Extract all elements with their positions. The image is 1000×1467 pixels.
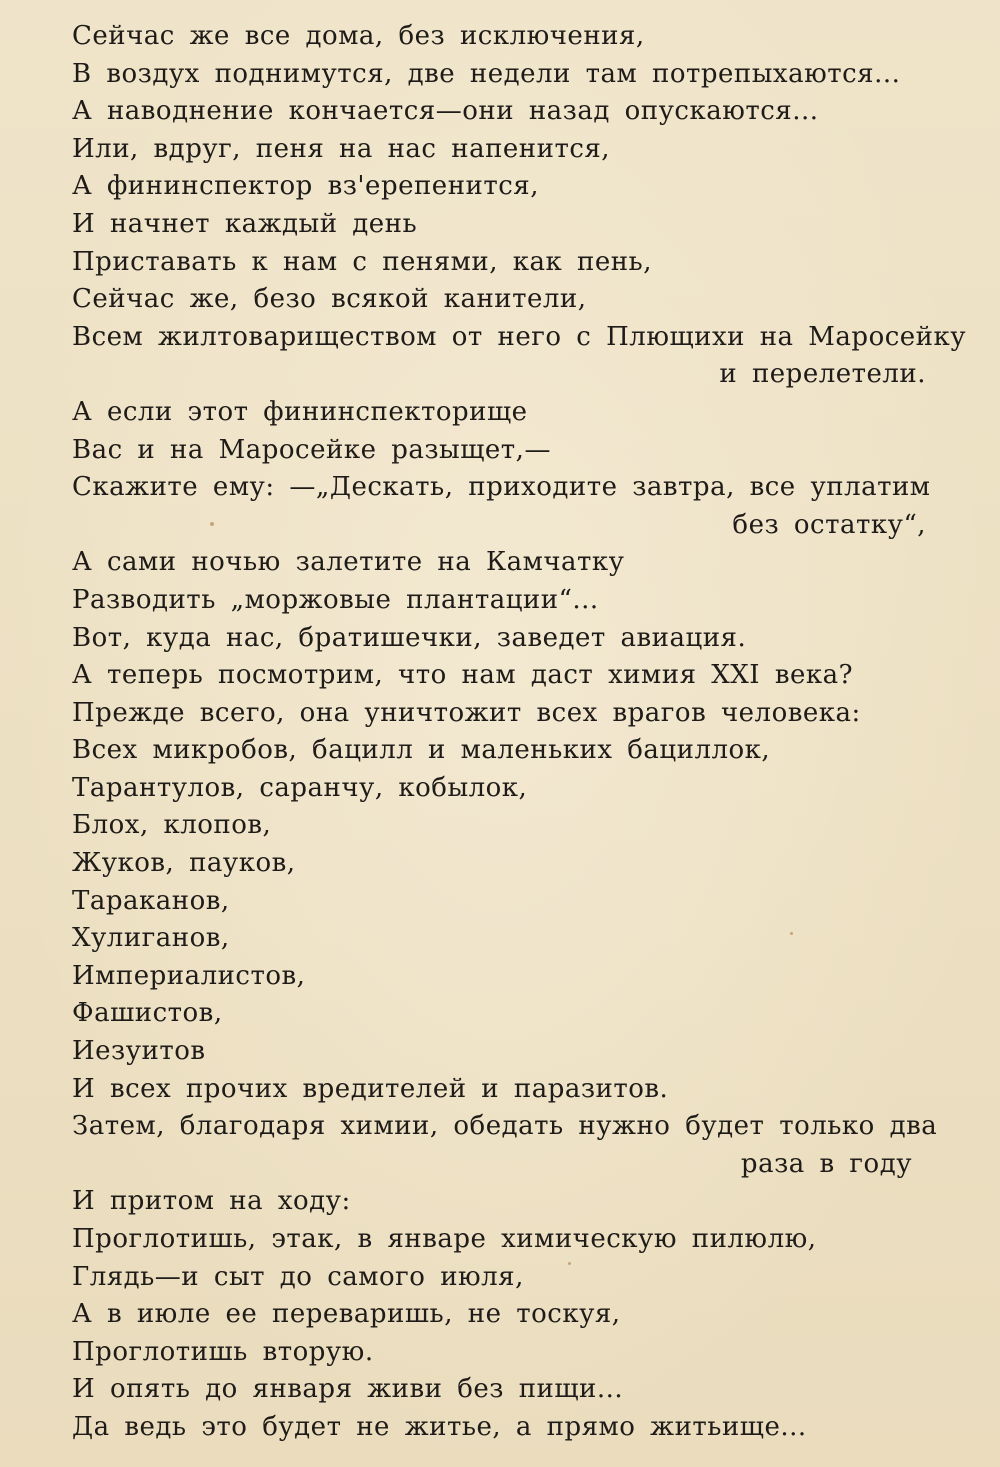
poem-line: В воздух поднимутся, две недели там потрепыхаются... [72,58,901,89]
poem-line: Империалистов, [72,960,306,991]
paper-speck [210,522,214,526]
poem-line: Проглотишь вторую. [72,1336,374,1367]
poem-line: Затем, благодаря химии, обедать нужно будет только два [72,1111,938,1142]
poem-line: Скажите ему: —„Дескать, приходите завтра, все уплатим [72,472,931,503]
poem-line-continuation: и перелетели. [719,359,926,390]
poem-line: Или, вдруг, пеня на нас напенится, [72,133,611,164]
poem-line: А в июле ее переваришь, не тоскуя, [72,1299,621,1330]
poem-line: И всех прочих вредителей и паразитов. [72,1073,669,1104]
poem-line: А наводнение кончается—они назад опускаются... [72,96,819,127]
poem-line: И притом на ходу: [72,1186,351,1217]
poem-line: Сейчас же все дома, без исключения, [72,21,645,51]
poem-line: А теперь посмотрим, что нам даст химия XXI века? [72,660,854,691]
paper-speck [568,1262,571,1265]
poem-line-continuation: без остатку“, [732,509,926,540]
poem-line: Разводить „моржовые плантации“... [72,584,599,615]
poem-line: Да ведь это будет не житье, а прямо житьище... [72,1411,807,1442]
paper-speck [790,932,793,935]
poem-line: Хулиганов, [72,923,230,954]
poem-line: А сами ночью залетите на Камчатку [72,547,625,578]
poem-line: Иезуитов [72,1036,206,1067]
poem-text [72,18,967,1447]
poem-line: Вот, куда нас, братишечки, заведет авиация. [72,622,747,653]
poem-line: А фининспектор вз'ерепенится, [72,171,539,202]
poem-line: Жуков, пауков, [72,848,296,879]
poem-line: Всех микробов, бацилл и маленьких бациллок, [72,735,771,766]
poem-line: И начнет каждый день [72,208,418,239]
poem-line: Приставать к нам с пенями, как пень, [72,246,652,277]
poem-line-continuation: раза в году [740,1148,912,1179]
poem-line: Всем жилтовариществом от него с Плющихи на Маросейку [72,321,967,352]
poem-line: Проглотишь, этак, в январе химическую пилюлю, [72,1224,817,1254]
poem-line: Сейчас же, безо всякой канители, [72,284,587,315]
poem-line: Фашистов, [72,998,223,1029]
poem-line: Блох, клопов, [72,810,272,841]
poem-line: А если этот фининспекторище [72,396,528,427]
poem-line: Тараканов, [72,885,230,916]
poem-line: Тарантулов, саранчу, кобылок, [72,772,528,803]
poem-line: И опять до января живи без пищи... [72,1374,624,1405]
poem-line: Глядь—и сыт до самого июля, [72,1261,524,1292]
poem-line: Прежде всего, она уничтожит всех врагов человека: [72,697,861,728]
poem-line: Вас и на Маросейке разыщет,— [72,434,551,465]
